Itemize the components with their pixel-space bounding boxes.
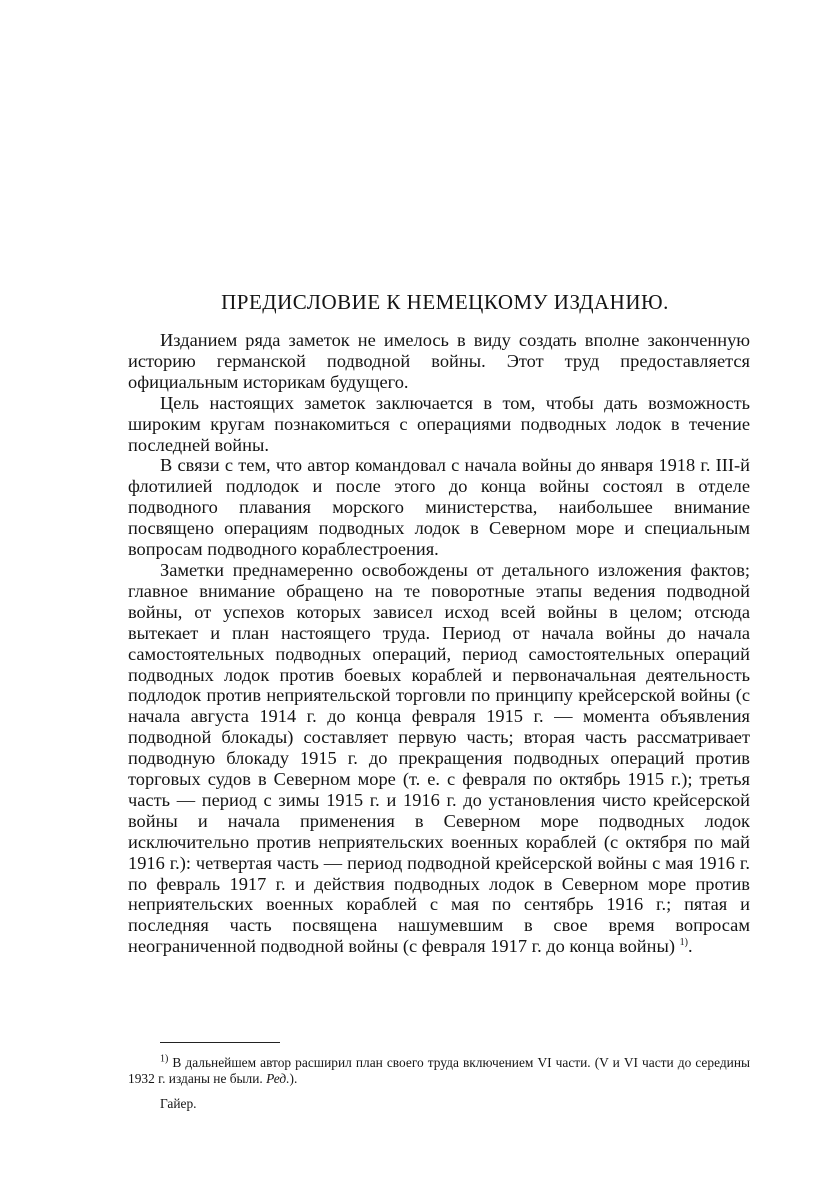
paragraph-2: Цель настоящих заметок заключается в том, чтобы дать возможность широким кругам познакомиться с операциями подводных лодок в течение последней войны. (128, 392, 750, 455)
paragraph-1: Изданием ряда заметок не имелось в виду создать вполне законченную историю германской подводной войны. Этот труд предоставляется официальным историкам будущего. (128, 330, 750, 392)
footnote-close: ). (289, 1071, 298, 1086)
preface-body (128, 330, 750, 957)
footnote-divider (160, 1042, 280, 1043)
footnote-text (128, 1055, 750, 1087)
page-title: ПРЕДИСЛОВИЕ К НЕМЕЦКОМУ ИЗДАНИЮ. (221, 290, 669, 314)
footnote (128, 1055, 750, 1087)
footnote-marker: 1) (679, 937, 688, 949)
footnote-body: В дальнейшем автор расширил план своего труда включением VI части. (V и VI части до середины 1932 г. изданы не были. (128, 1055, 750, 1086)
paragraph-4: Заметки преднамеренно освобождены от детального изложения фактов; главное внимание обращено на те поворотные этапы ведения подводной войны, от успехов которых зависел исход всей войны в целом; отсюда вытекает и план настоящего труда. Период от начала войны до начала самостоятельных подводных операций, период самостоятельных операций подводных лодок против боевых кораблей и первоначальная деятельность подлодок против неприятельской торговли по принципу крейсерской войны (с начала августа 1914 г. до конца февраля 1915 г. — момента объявления подводной блокады) составляет первую часть; вторая часть рассматривает подводную блокаду 1915 г. до прекращения подводных операций против торговых судов в Северном море (т. е. с февраля по октябрь 1915 г.); третья часть — период с зимы 1915 г. и 1916 г. до установления чисто крейсерской войны и начала применения в Северном море подводных лодок исключительно против неприятельских военных кораблей (с октября по май 1916 г.): четвертая часть — период подводной крейсерской войны с мая 1916 г. по февраль 1917 г. и действия подводных лодок в Северном море против неприятельских военных кораблей с мая по сентябрь 1916 г.; пятая и последняя часть посвящена нашумевшим в свое время вопросам неограниченной подводной войны (с февраля 1917 г. до конца войны) $^{1)}$. (128, 559, 750, 957)
author-signature: Гайер. (160, 1096, 197, 1111)
footnote-editor-abbrev: Ред. (266, 1071, 290, 1086)
paragraph-4-text: Заметки преднамеренно освобождены от детального изложения фактов; главное внимание обращено на те поворотные этапы ведения подводной войны, от успехов которых зависел исход всей войны в целом; отсюда вытекает и план настоящего труда. Период от начала войны до начала самостоятельных подводных операций, период самостоятельных операций подводных лодок против боевых кораблей и первоначальная деятельность подлодок против неприятельской торговли по принципу крейсерской войны (с начала августа 1914 г. до конца февраля 1915 г. — момента объявления подводной блокады) составляет первую часть; вторая часть рассматривает подводную блокаду 1915 г. до прекращения подводных операций против торговых судов в Северном море (т. е. с февраля по октябрь 1915 г.); третья часть — период с зимы 1915 г. и 1916 г. до установления чисто крейсерской войны и начала применения в Северном море подводных лодок исключительно против неприятельских военных кораблей (с октября по май 1916 г.): четвертая часть — период подводной крейсерской войны с мая 1916 г. по февраль 1917 г. и действия подводных лодок в Северном море против неприятельских военных кораблей с мая по сентябрь 1916 г.; пятая и последняя часть посвящена нашумевшим в свое время вопросам неограниченной подводной войны (с февраля 1917 г. до конца войны) (128, 559, 750, 957)
paragraph-3: В связи с тем, что автор командовал с начала войны до января 1918 г. III-й флотилией подлодок и после этого до конца войны состоял в отделе подводного плавания морского министерства, наибольшее внимание посвящено операциям подводных лодок в Северном море и специальным вопросам подводного кораблестроения. (128, 455, 750, 560)
footnote-number: 1) (160, 1053, 169, 1065)
